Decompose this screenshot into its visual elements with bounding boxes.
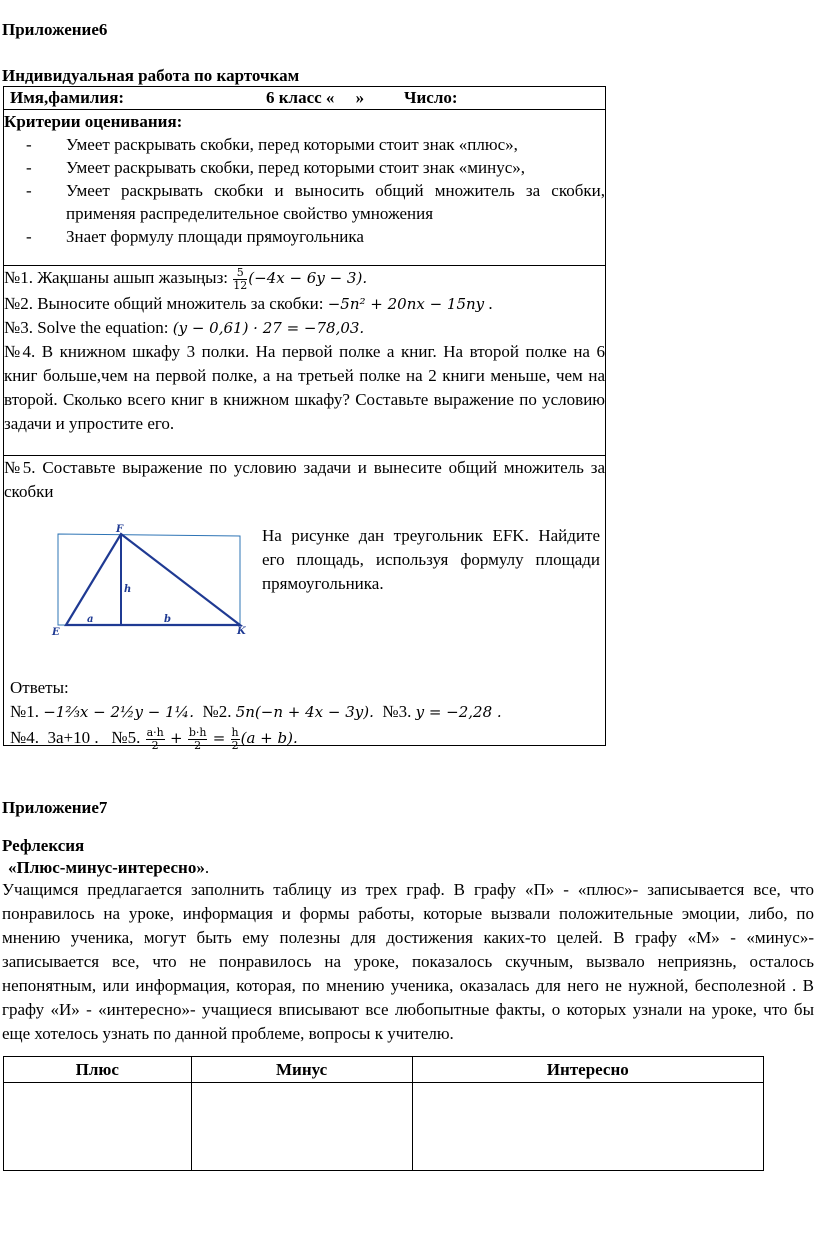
side-a-label: a (87, 614, 94, 625)
minus-cell[interactable] (191, 1083, 412, 1171)
appendix6-subtitle: Индивидуальная работа по карточкам (2, 66, 300, 85)
answers-title: Ответы: (10, 678, 69, 697)
answer-2-expression: 5n(−n + 4x − 3y). (235, 703, 374, 721)
grade-field-label: 6 класс « » (266, 88, 365, 107)
fraction-denominator: 2 (194, 738, 202, 752)
answer-1-label: №1. (10, 702, 39, 721)
task-card-table (3, 86, 606, 752)
criteria-item: - Умеет раскрывать скобки и выносить общий множитель за скобки, применяя распределительное свойство умножения (26, 179, 605, 225)
method-heading (8, 858, 209, 878)
card-header (4, 87, 605, 109)
date-field-label: Число: (404, 88, 458, 107)
triangle-efk (66, 534, 240, 625)
criteria-item: - Умеет раскрывать скобки, перед которыми стоит знак «минус», (26, 156, 605, 179)
answers-line-1 (10, 700, 602, 724)
answer-1-expression: −1⅔x − 2½y − 1¼. (43, 703, 194, 721)
task-2-label: №2. Выносите общий множитель за скобки: (4, 293, 324, 313)
name-field-label: Имя,фамилия: (10, 88, 125, 107)
criteria-section (4, 110, 606, 266)
plus-cell[interactable] (4, 1083, 192, 1171)
criteria-item: - Знает формулу площади прямоугольника (26, 225, 605, 248)
reflection-table (3, 1056, 764, 1171)
answer-3-expression: y = −2,28 . (415, 703, 502, 721)
criteria-list (4, 133, 605, 248)
answers-block (10, 676, 602, 752)
fraction-numerator: a·h (146, 725, 164, 739)
task-1-label: №1. Жақшаны ашып жазыңыз: (4, 268, 229, 287)
fraction-numerator: h (231, 725, 239, 739)
fraction-denominator: 2 (151, 738, 159, 752)
task-1-fraction (233, 267, 247, 292)
answer-2-label: №2. (202, 702, 232, 721)
column-header-plus: Плюс (4, 1057, 192, 1083)
column-header-minus: Минус (191, 1057, 412, 1083)
task-2-expression: −5n² + 20nx − 15ny (327, 294, 485, 313)
reflection-heading: Рефлексия (2, 836, 85, 855)
reflection-description: Учащимся предлагается заполнить таблицу из трех граф. В графу «П» - «плюс»- записывается все, что понравилось на уроке, информация и формы работы, которые вызвали положительные эмоции, либо, по мнению ученика, могут быть ему полезны для достижения каких-то целей. В графу «М» - «минус»- записывается все, что не понравилось на уроке, показалось скучным, вызвало неприязнь, осталось непонятным, или информация, которая, по мнению ученика, оказалась для него не нужной, бесполезной . В графу «И» - «интересно»- учащиеся вписывают все любопытные факты, о которых узнали на уроке, что бы еще хотелось узнать по данной проблеме, вопросы к учителю. (2, 880, 814, 1043)
method-end: . (204, 858, 210, 877)
task-2-end: . (488, 293, 493, 313)
interesting-cell[interactable] (412, 1083, 763, 1171)
task-4: №4. В книжном шкафу 3 полки. На первой полке a книг. На второй полке на 6 книг больше,чем на первой полке, а на третьей полке на 2 книги меньше, чем на второй. Сколько всего книг в книжном шкафу? Составьте выражение по условию задачи и упростите его. (4, 341, 605, 433)
side-b-label: b (164, 614, 171, 625)
task-1 (4, 266, 605, 292)
task-2 (4, 292, 605, 316)
answer-5-label: №5. (111, 728, 141, 747)
figure-description: На рисунке дан треугольник EFK. Найдите его площадь, используя формулу площади прямоугольника. (262, 526, 600, 593)
answer-5-fraction-3 (231, 727, 240, 752)
vertex-e-label: E (52, 627, 60, 638)
vertex-k-label: K (237, 626, 246, 637)
appendix6-title: Приложение6 (2, 20, 108, 39)
appendix7-title: Приложение7 (2, 798, 108, 817)
equals-sign: = (212, 729, 226, 747)
answer-5-fraction-1 (146, 727, 165, 752)
height-h-label: h (124, 584, 132, 595)
task-3 (4, 316, 605, 340)
answer-3-label: №3. (382, 702, 412, 721)
fraction-denominator: 2 (231, 738, 239, 752)
tasks-section (4, 266, 606, 456)
answers-line-2 (10, 726, 602, 752)
task-3-label: №3. Solve the equation: (4, 317, 169, 337)
bounding-rectangle (58, 534, 240, 625)
vertex-f-label: F (116, 524, 124, 535)
task-1-denominator: 12 (233, 278, 248, 292)
answer-4: №4. 3a+10 . (10, 728, 99, 747)
answer-5-tail: (a + b). (240, 729, 298, 747)
column-header-interesting: Интересно (412, 1057, 763, 1083)
triangle-efk-figure (52, 524, 246, 640)
method-name: «Плюс-минус-интересно» (8, 858, 205, 877)
task-5-text: №5. Составьте выражение по условию задачи и вынесите общий множитель за скобки (4, 458, 605, 501)
criteria-item: - Умеет раскрывать скобки, перед которыми стоит знак «плюс», (26, 133, 605, 156)
answer-5-fraction-2 (188, 727, 208, 752)
fraction-numerator: b·h (188, 725, 207, 739)
criteria-title: Критерии оценивания: (4, 112, 183, 131)
task5-section (4, 456, 606, 752)
task-3-expression: (y − 0,61) · 27 = −78,03. (172, 318, 365, 337)
task-1-numerator: 5 (233, 267, 247, 280)
task-1-expression: (−4x − 6y − 3). (248, 269, 368, 287)
plus-sign: + (169, 729, 183, 747)
